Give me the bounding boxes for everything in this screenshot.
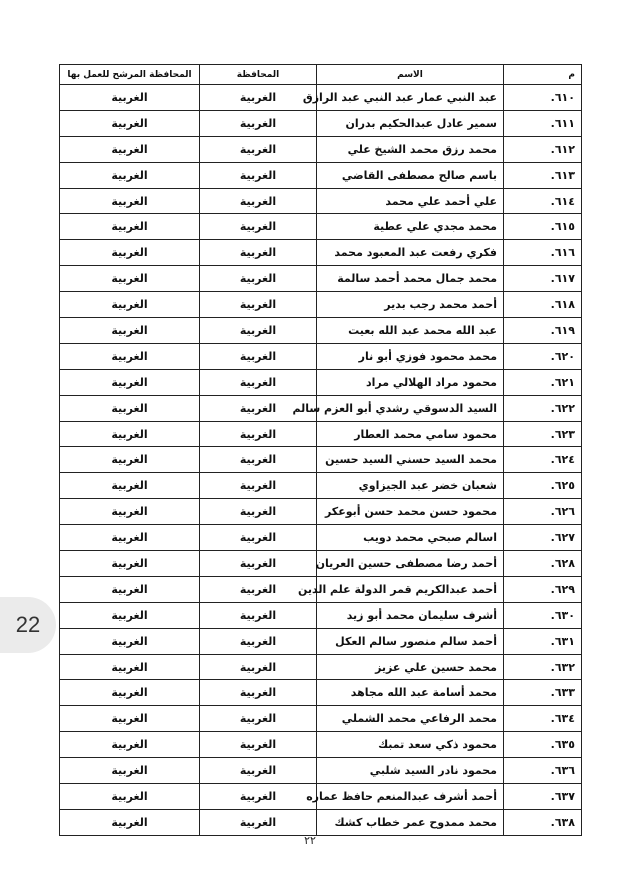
table-row [60,240,582,266]
row-candidate-governorate: الغربية [60,266,200,292]
row-name: أشرف سليمان محمد أبو زيد [317,602,504,628]
row-number: ٦٢٩. [504,576,582,602]
row-candidate-governorate: الغربية [60,136,200,162]
table-row [60,447,582,473]
table-row [60,706,582,732]
row-number: ٦٢٥. [504,473,582,499]
row-candidate-governorate: الغربية [60,602,200,628]
table-row [60,602,582,628]
row-candidate-governorate: الغربية [60,551,200,577]
row-governorate: الغربية [200,421,317,447]
row-name: محمد مجدي علي عطية [317,214,504,240]
row-candidate-governorate: الغربية [60,784,200,810]
row-name: محمد السيد حسني السيد حسين [317,447,504,473]
row-number: ٦٢٣. [504,421,582,447]
row-number: ٦٣٠. [504,602,582,628]
row-name: شعبان خضر عبد الجيزاوي [317,473,504,499]
row-candidate-governorate: الغربية [60,576,200,602]
table-row [60,343,582,369]
row-number: ٦٣١. [504,628,582,654]
table-row [60,214,582,240]
table-row [60,162,582,188]
row-candidate-governorate: الغربية [60,240,200,266]
row-candidate-governorate: الغربية [60,706,200,732]
row-name: محمد حسين علي عزيز [317,654,504,680]
row-governorate: الغربية [200,292,317,318]
row-candidate-governorate: الغربية [60,473,200,499]
row-name: سمير عادل عبدالحكيم بدران [317,110,504,136]
row-candidate-governorate: الغربية [60,628,200,654]
row-governorate: الغربية [200,680,317,706]
row-number: ٦١١. [504,110,582,136]
row-governorate: الغربية [200,576,317,602]
table-row [60,732,582,758]
row-name: علي أحمد علي محمد [317,188,504,214]
row-candidate-governorate: الغربية [60,292,200,318]
row-number: ٦٢٨. [504,551,582,577]
table-row [60,85,582,111]
table-row [60,784,582,810]
row-name: محمود سامي محمد العطار [317,421,504,447]
row-number: ٦٣٢. [504,654,582,680]
row-governorate: الغربية [200,551,317,577]
row-governorate: الغربية [200,654,317,680]
page-number: ٢٢ [304,834,316,847]
row-number: ٦١٥. [504,214,582,240]
row-candidate-governorate: الغربية [60,162,200,188]
row-name: محمود حسن محمد حسن أبوعكر [317,499,504,525]
row-candidate-governorate: الغربية [60,85,200,111]
row-governorate: الغربية [200,240,317,266]
row-number: ٦٣٤. [504,706,582,732]
table-row [60,369,582,395]
row-name: باسم صالح مصطفى القاضي [317,162,504,188]
row-candidate-governorate: الغربية [60,758,200,784]
table-row [60,628,582,654]
row-number: ٦٣٦. [504,758,582,784]
row-name: محمد محمود فوزي أبو نار [317,343,504,369]
row-number: ٦١٦. [504,240,582,266]
row-governorate: الغربية [200,318,317,344]
table-row [60,680,582,706]
table-row [60,809,582,835]
row-governorate: الغربية [200,758,317,784]
row-number: ٦٢٧. [504,525,582,551]
row-name: اسالم صبحي محمد دويب [317,525,504,551]
row-number: ٦١٣. [504,162,582,188]
header-name: الاسم [317,65,504,85]
header-candidate-governorate: المحافظة المرشح للعمل بها [60,65,200,85]
row-candidate-governorate: الغربية [60,395,200,421]
table-row [60,499,582,525]
row-candidate-governorate: الغربية [60,732,200,758]
row-name: فكري رفعت عبد المعبود محمد [317,240,504,266]
row-name: محمود نادر السيد شلبي [317,758,504,784]
row-governorate: الغربية [200,706,317,732]
row-number: ٦٢٦. [504,499,582,525]
row-governorate: الغربية [200,784,317,810]
row-candidate-governorate: الغربية [60,214,200,240]
row-governorate: الغربية [200,85,317,111]
row-number: ٦١٠. [504,85,582,111]
row-name: أحمد محمد رجب بدير [317,292,504,318]
row-name: أحمد سالم منصور سالم العكل [317,628,504,654]
row-name: أحمد أشرف عبدالمنعم حافظ عماره [317,784,504,810]
row-number: ٦٢٤. [504,447,582,473]
row-number: ٦٢١. [504,369,582,395]
table-row [60,551,582,577]
table-header-row [60,65,582,85]
row-candidate-governorate: الغربية [60,369,200,395]
table-row [60,758,582,784]
row-candidate-governorate: الغربية [60,343,200,369]
table-row [60,292,582,318]
table-row [60,318,582,344]
table-row [60,188,582,214]
header-number: م [504,65,582,85]
row-governorate: الغربية [200,602,317,628]
row-name: أحمد عبدالكريم قمر الدولة علم الدين [317,576,504,602]
row-candidate-governorate: الغربية [60,680,200,706]
row-name: محمد الرفاعي محمد الشملي [317,706,504,732]
table-row [60,525,582,551]
row-name: محمد رزق محمد الشيخ علي [317,136,504,162]
row-number: ٦٢٠. [504,343,582,369]
row-candidate-governorate: الغربية [60,447,200,473]
table-row [60,654,582,680]
row-number: ٦٣٧. [504,784,582,810]
row-number: ٦٣٥. [504,732,582,758]
row-number: ٦١٤. [504,188,582,214]
row-number: ٦٣٣. [504,680,582,706]
row-governorate: الغربية [200,525,317,551]
row-governorate: الغربية [200,395,317,421]
table-row [60,266,582,292]
header-governorate: المحافظة [200,65,317,85]
row-candidate-governorate: الغربية [60,499,200,525]
row-governorate: الغربية [200,188,317,214]
row-number: ٦١٩. [504,318,582,344]
row-number: ٦١٨. [504,292,582,318]
row-governorate: الغربية [200,732,317,758]
row-number: ٦٢٢. [504,395,582,421]
page-indicator-badge: 22 [0,597,56,653]
row-name: محمد أسامة عبد الله مجاهد [317,680,504,706]
row-candidate-governorate: الغربية [60,421,200,447]
row-name: أحمد رضا مصطفى حسين العريان [317,551,504,577]
row-governorate: الغربية [200,447,317,473]
row-number: ٦٣٨. [504,809,582,835]
table-row [60,473,582,499]
row-candidate-governorate: الغربية [60,525,200,551]
row-governorate: الغربية [200,473,317,499]
row-candidate-governorate: الغربية [60,654,200,680]
row-name: محمود ذكي سعد تمبك [317,732,504,758]
row-candidate-governorate: الغربية [60,188,200,214]
candidates-table [59,64,582,836]
row-number: ٦١٢. [504,136,582,162]
table-row [60,576,582,602]
row-candidate-governorate: الغربية [60,809,200,835]
row-governorate: الغربية [200,136,317,162]
row-governorate: الغربية [200,162,317,188]
table-body [60,85,582,836]
table-row [60,421,582,447]
table-row [60,110,582,136]
row-candidate-governorate: الغربية [60,110,200,136]
row-governorate: الغربية [200,343,317,369]
row-candidate-governorate: الغربية [60,318,200,344]
row-governorate: الغربية [200,499,317,525]
row-name: السيد الدسوقي رشدي أبو العزم سالم [317,395,504,421]
row-governorate: الغربية [200,110,317,136]
table-row [60,136,582,162]
row-name: عبد النبي عمار عبد النبي عبد الرازق [317,85,504,111]
row-governorate: الغربية [200,214,317,240]
row-number: ٦١٧. [504,266,582,292]
row-name: محمد جمال محمد أحمد سالمة [317,266,504,292]
row-name: محمد ممدوح عمر خطاب كشك [317,809,504,835]
row-governorate: الغربية [200,369,317,395]
row-governorate: الغربية [200,809,317,835]
row-name: محمود مراد الهلالي مراد [317,369,504,395]
row-governorate: الغربية [200,266,317,292]
table-row [60,395,582,421]
row-governorate: الغربية [200,628,317,654]
row-name: عبد الله محمد عبد الله بعيت [317,318,504,344]
